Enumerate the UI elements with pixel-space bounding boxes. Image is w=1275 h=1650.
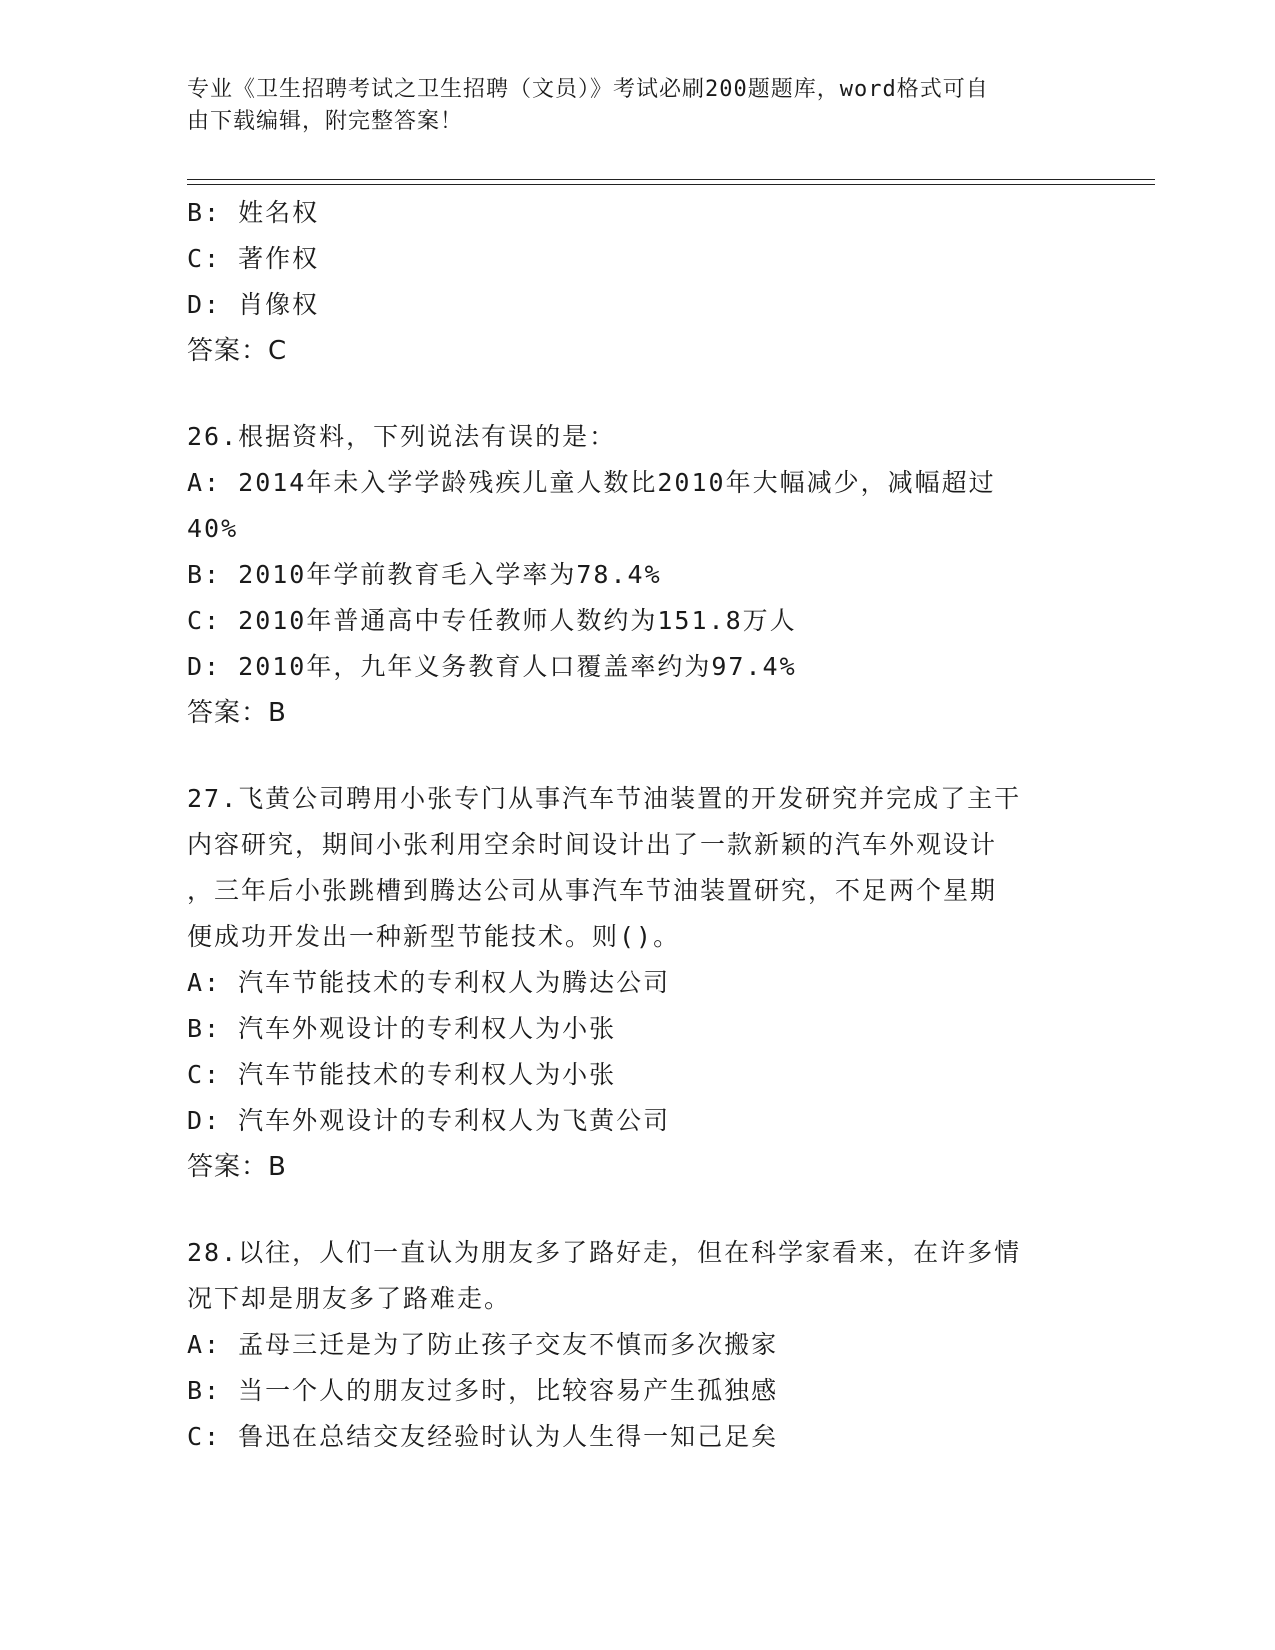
q28-option-c: C: 鲁迅在总结交友经验时认为人生得一知己足矣 [187, 1422, 779, 1451]
q25-option-d: D: 肖像权 [187, 290, 320, 319]
header-line-2: 由下载编辑，附完整答案！ [187, 109, 464, 134]
spacer [187, 736, 1087, 776]
q28-stem-line-1: 28.以往，人们一直认为朋友多了路好走，但在科学家看来，在许多情 [187, 1238, 1022, 1267]
q26-option-b: B: 2010年学前教育毛入学率为78.4% [187, 560, 662, 589]
question-27-block [187, 776, 1087, 1190]
q25-option-b: B: 姓名权 [187, 198, 320, 227]
question-content [187, 190, 1087, 1460]
header-line-1: 专业《卫生招聘考试之卫生招聘（文员）》考试必刷200题题库，word格式可自 [187, 77, 989, 102]
q26-answer: 答案：B [187, 698, 287, 728]
q26-option-d: D: 2010年，九年义务教育人口覆盖率约为97.4% [187, 652, 797, 681]
question-28-block [187, 1230, 1087, 1460]
question-26-block [187, 414, 1087, 736]
document-header [187, 74, 1067, 138]
spacer [187, 1190, 1087, 1230]
q27-stem-line-1: 27.飞黄公司聘用小张专门从事汽车节油装置的开发研究并完成了主干 [187, 784, 1022, 813]
q26-option-c: C: 2010年普通高中专任教师人数约为151.8万人 [187, 606, 797, 635]
q27-stem-line-4: 便成功开发出一种新型节能技术。则()。 [187, 922, 681, 951]
q28-stem-line-2: 况下却是朋友多了路难走。 [187, 1284, 512, 1313]
q27-stem-line-2: 内容研究，期间小张利用空余时间设计出了一款新颖的汽车外观设计 [187, 830, 998, 859]
q28-option-a: A: 孟母三迁是为了防止孩子交友不慎而多次搬家 [187, 1330, 779, 1359]
q27-option-c: C: 汽车节能技术的专利权人为小张 [187, 1060, 617, 1089]
q27-option-b: B: 汽车外观设计的专利权人为小张 [187, 1014, 617, 1043]
q26-option-a-line-2: 40% [187, 514, 239, 543]
spacer [187, 374, 1087, 414]
q27-stem-line-3: ，三年后小张跳槽到腾达公司从事汽车节油装置研究，不足两个星期 [187, 876, 998, 905]
q27-option-d: D: 汽车外观设计的专利权人为飞黄公司 [187, 1106, 671, 1135]
q26-option-a-line-1: A: 2014年未入学学龄残疾儿童人数比2010年大幅减少，减幅超过 [187, 468, 996, 497]
q27-answer: 答案：B [187, 1152, 287, 1182]
header-divider-top [187, 179, 1155, 180]
q25-answer: 答案：C [187, 336, 288, 366]
q25-option-c: C: 著作权 [187, 244, 320, 273]
q27-option-a: A: 汽车节能技术的专利权人为腾达公司 [187, 968, 671, 997]
header-divider-bottom [187, 184, 1155, 185]
q28-option-b: B: 当一个人的朋友过多时，比较容易产生孤独感 [187, 1376, 779, 1405]
q26-stem: 26.根据资料，下列说法有误的是： [187, 422, 617, 451]
question-25-block [187, 190, 1087, 374]
